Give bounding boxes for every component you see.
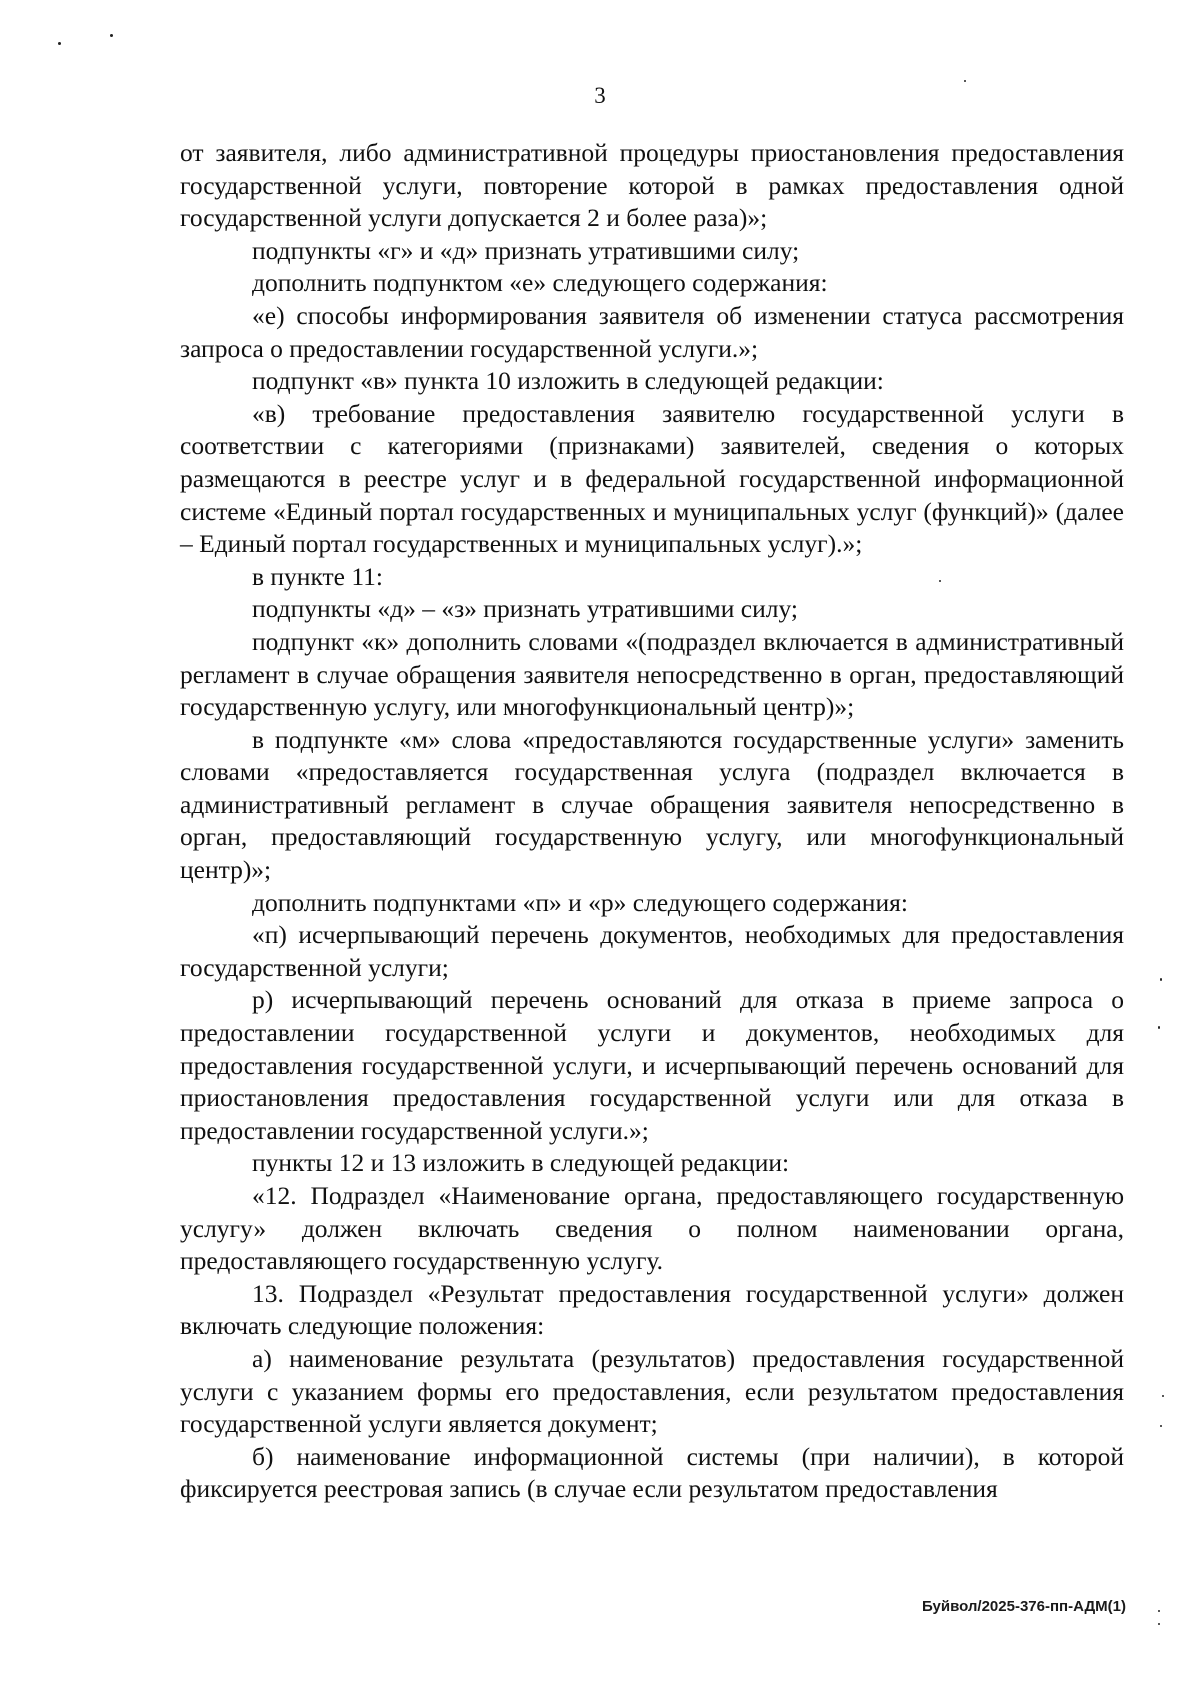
paragraph: «е) способы информирования заявителя об изменении статуса рассмотрения запроса о предоставлении государственной услуги.»; [180,300,1124,363]
paragraph: 13. Подраздел «Результат предоставления государственной услуги» должен включать следующие положения: [180,1278,1124,1341]
paragraph: р) исчерпывающий перечень оснований для отказа в приеме запроса о предоставлении государственной услуги и документов, необходимых для предоставления государственной услуги, и исчерпывающий перечень оснований для приостановления предоставления государственной услуги или для отказа в предоставлении государственной услуги.»; [180,985,1124,1145]
paragraph: дополнить подпунктом «е» следующего содержания: [252,268,828,298]
scan-speck [1160,1425,1162,1427]
paragraph: дополнить подпунктами «п» и «р» следующего содержания: [252,887,908,917]
scan-speck [964,80,966,82]
paragraph: подпункты «д» – «з» признать утратившими силу; [252,594,798,624]
paragraph: «12. Подраздел «Наименование органа, предоставляющего государственную услугу» должен включать сведения о полном наименовании органа, предоставляющего государственную услугу. [180,1181,1124,1276]
scan-speck [1160,978,1162,981]
page-number: 3 [594,83,606,108]
paragraph: в пункте 11: [252,561,383,591]
paragraph: пункты 12 и 13 изложить в следующей редакции: [252,1148,790,1178]
scan-speck [58,42,61,45]
scan-speck [1158,1610,1160,1612]
scan-speck [1162,1395,1164,1397]
paragraph: а) наименование результата (результатов) предоставления государственной услуги с указанием формы его предоставления, если результатом предоставления государственной услуги является документ; [180,1343,1124,1439]
scan-speck [939,580,941,582]
paragraph: от заявителя, либо административной процедуры приостановления предоставления государственной услуги, повторение которой в рамках предоставления одной государственной услуги допускается 2 и более раза)»; [180,138,1124,233]
scan-speck [1158,1623,1160,1625]
paragraph: подпункты «г» и «д» признать утратившими силу; [252,235,800,265]
document-code: Буйвол/2025-376-пп-АДМ(1) [921,1598,1126,1615]
paragraph: в подпункте «м» слова «предоставляются государственные услуги» заменить словами «предоставляется государственная услуга (подраздел включается в административный регламент в случае обращения заявителя непосредственно в орган, предоставляющий государственную услугу, или многофункциональный центр)»; [180,724,1124,885]
scan-speck [1158,1026,1160,1029]
paragraph: подпункт «в» пункта 10 изложить в следующей редакции: [252,366,884,396]
scan-speck [110,34,113,37]
paragraph: б) наименование информационной системы (при наличии), в которой фиксируется реестровая запись (в случае если результатом предоставления [180,1441,1124,1504]
document-body [180,137,1124,1506]
paragraph: «в) требование предоставления заявителю государственной услуги в соответствии с категориями (признаками) заявителей, сведения о которых размещаются в реестре услуг и в федеральной государственной информационной системе «Единый портал государственных и муниципальных услуг (функций)» (далее – Единый портал государственных и муниципальных услуг).»; [180,398,1124,559]
paragraph: «п) исчерпывающий перечень документов, необходимых для предоставления государственной услуги; [180,920,1124,982]
paragraph: подпункт «к» дополнить словами «(подраздел включается в административный регламент в случае обращения заявителя непосредственно в орган, предоставляющий государственную услугу, или многофункциональный центр)»; [180,626,1124,722]
